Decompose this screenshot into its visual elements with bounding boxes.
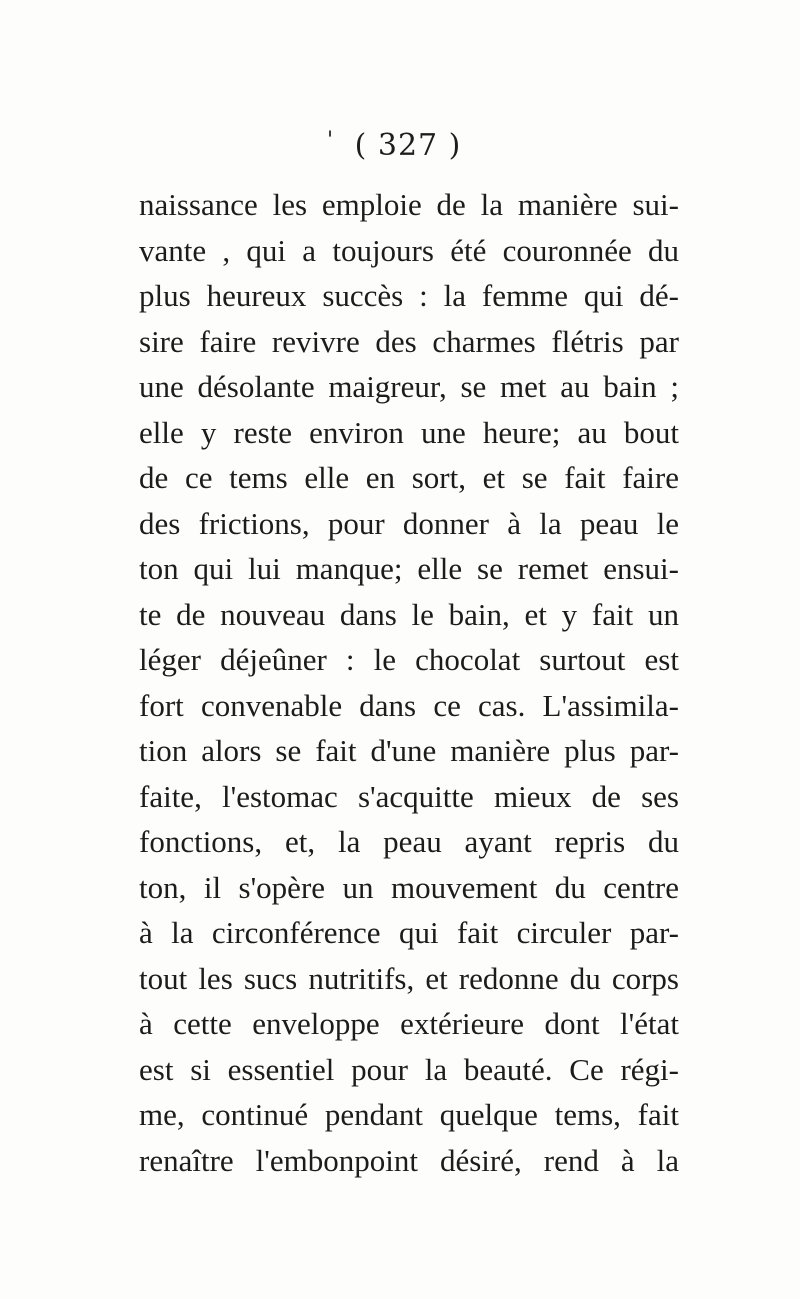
text-line: me, continué pendant quelque tems, fait (139, 1097, 679, 1132)
text-line: plus heureux succès : la femme qui dé- (139, 278, 679, 313)
text-line: une désolante maigreur, se met au bain ; (139, 369, 679, 404)
text-line: léger déjeûner : le chocolat surtout est (139, 642, 679, 677)
page-header (0, 128, 800, 163)
body-text (139, 182, 679, 1183)
text-line: de ce tems elle en sort, et se fait faire (139, 460, 679, 495)
text-line: te de nouveau dans le bain, et y fait un (139, 596, 679, 632)
header-mark: ' (327, 128, 335, 153)
text-line: fort convenable dans ce cas. L'assimila- (139, 687, 679, 723)
text-line: faite, l'estomac s'acquitte mieux de ses (139, 778, 679, 814)
text-line: tout les sucs nutritifs, et redonne du corps (139, 960, 679, 996)
text-line: à cette enveloppe extérieure dont l'état (139, 1006, 679, 1041)
text-line: fonctions, et, la peau ayant repris du (139, 824, 679, 859)
text-line: est si essentiel pour la beauté. Ce régi- (139, 1051, 679, 1087)
text-line: des frictions, pour donner à la peau le (139, 505, 679, 541)
page-number: ( 327 ) (354, 128, 462, 163)
text-line: elle y reste environ une heure; au bout (139, 414, 679, 450)
text-line: ton qui lui manque; elle se remet ensui- (139, 551, 679, 586)
text-line: naissance les emploie de la manière sui- (139, 187, 679, 222)
text-line: vante , qui a toujours été couronnée du (139, 232, 679, 268)
text-line: sire faire revivre des charmes flétris par (139, 323, 679, 359)
text-line: renaître l'embonpoint désiré, rend à la (139, 1142, 679, 1178)
text-line: à la circonférence qui fait circuler par- (139, 915, 679, 950)
text-line: ton, il s'opère un mouvement du centre (139, 869, 679, 905)
text-line: tion alors se fait d'une manière plus par- (139, 733, 679, 768)
